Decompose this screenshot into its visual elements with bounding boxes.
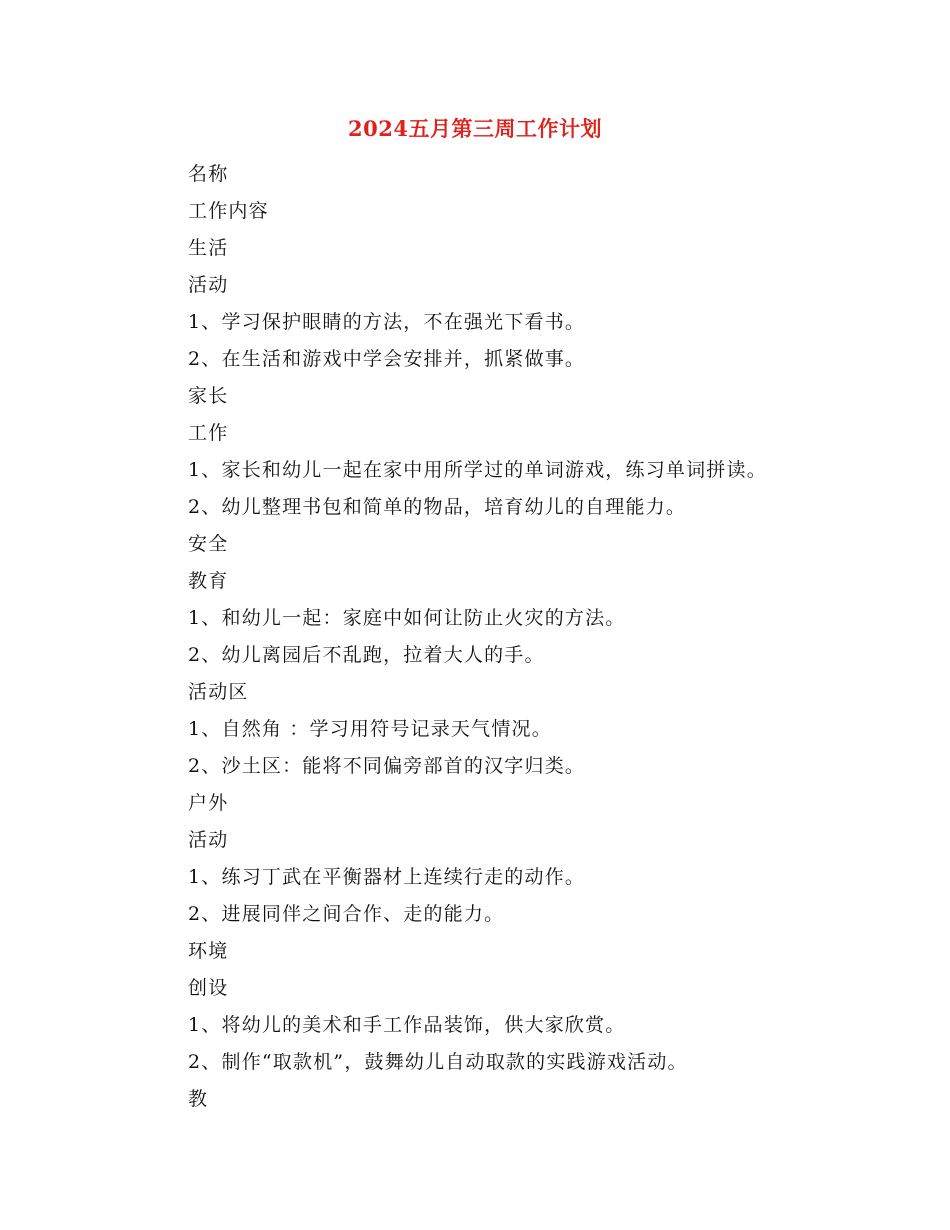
text-line: 工作 (188, 422, 229, 444)
text-line: 生活 (188, 237, 229, 259)
text-line: 2、制作“取款机”，鼓舞幼儿自动取款的实践游戏活动。 (188, 1051, 688, 1073)
text-line: 户外 (188, 792, 229, 814)
text-line: 1、家长和幼儿一起在家中用所学过的单词游戏，练习单词拼读。 (188, 459, 767, 481)
text-line: 活动 (188, 829, 229, 851)
document-body (188, 156, 888, 1118)
text-line: 环境 (188, 940, 229, 962)
text-line: 2、在生活和游戏中学会安排并，抓紧做事。 (188, 348, 586, 370)
document-title: 2024五月第三周工作计划 (348, 116, 602, 141)
text-line: 2、幼儿整理书包和简单的物品，培育幼儿的自理能力。 (188, 496, 687, 518)
text-line: 创设 (188, 977, 229, 999)
text-line: 1、学习保护眼睛的方法，不在强光下看书。 (188, 311, 586, 333)
text-line: 2、幼儿离园后不乱跑，拉着大人的手。 (188, 644, 545, 666)
text-line: 安全 (188, 533, 229, 555)
text-line: 2、进展同伴之间合作、走的能力。 (188, 903, 505, 925)
text-line: 家长 (188, 385, 229, 407)
text-line: 工作内容 (188, 200, 269, 222)
text-line: 活动 (188, 274, 229, 296)
text-line: 名称 (188, 163, 229, 185)
text-line: 1、和幼儿一起：家庭中如何让防止火灾的方法。 (188, 607, 626, 629)
text-line: 1、自然角 ：学习用符号记录天气情况。 (188, 718, 552, 740)
text-line: 1、练习丁武在平衡器材上连续行走的动作。 (188, 866, 586, 888)
text-line: 教 (188, 1088, 209, 1110)
text-line: 教育 (188, 570, 229, 592)
text-line: 2、沙土区：能将不同偏旁部首的汉字归类。 (188, 755, 586, 777)
text-line: 1、将幼儿的美术和手工作品装饰，供大家欣赏。 (188, 1014, 626, 1036)
text-line: 活动区 (188, 681, 249, 703)
